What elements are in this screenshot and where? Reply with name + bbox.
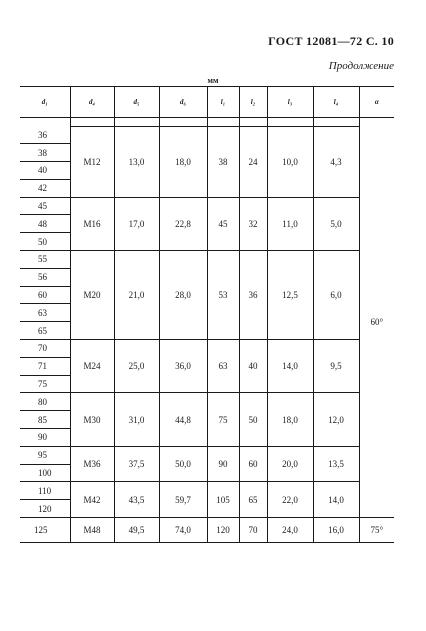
d6-cell: 74,0 — [159, 518, 207, 543]
d1-cell: 75 — [20, 375, 70, 393]
l4-cell: 6,0 — [313, 251, 359, 340]
l3-cell: 11,0 — [267, 197, 313, 250]
l3-cell: 24,0 — [267, 518, 313, 543]
d5-cell: 43,5 — [114, 482, 159, 518]
d5-cell: 31,0 — [114, 393, 159, 446]
spacer-cell — [313, 118, 359, 127]
d1-cell: 125 — [20, 518, 70, 543]
d1-cell: 65 — [20, 322, 70, 340]
l2-cell: 40 — [239, 340, 267, 393]
column-header-l4: l₄ — [313, 87, 359, 118]
d1-cell: 70 — [20, 340, 70, 358]
table-row — [20, 251, 394, 269]
l4-cell: 5,0 — [313, 197, 359, 250]
spacer-cell — [20, 118, 70, 127]
spacer-cell — [114, 118, 159, 127]
l1-cell: 90 — [207, 446, 239, 482]
d1-cell: 55 — [20, 251, 70, 269]
l1-cell: 38 — [207, 127, 239, 198]
l1-cell: 63 — [207, 340, 239, 393]
l4-cell: 12,0 — [313, 393, 359, 446]
document-title: ГОСТ 12081—72 С. 10 — [268, 34, 394, 48]
d1-cell: 60 — [20, 286, 70, 304]
table-row — [20, 482, 394, 500]
l4-cell: 4,3 — [313, 127, 359, 198]
l2-cell: 24 — [239, 127, 267, 198]
l1-cell: 53 — [207, 251, 239, 340]
l2-cell: 70 — [239, 518, 267, 543]
table-body — [20, 118, 394, 543]
spacer-cell — [70, 118, 114, 127]
spacer-cell — [159, 118, 207, 127]
d1-cell: 50 — [20, 233, 70, 251]
table-header — [20, 87, 394, 118]
column-header-l3: l₃ — [267, 87, 313, 118]
d1-cell: 80 — [20, 393, 70, 411]
dimensions-table — [20, 86, 394, 543]
d4-cell: M16 — [70, 197, 114, 250]
continuation-label: Продолжение — [328, 60, 394, 72]
l2-cell: 65 — [239, 482, 267, 518]
l4-cell: 16,0 — [313, 518, 359, 543]
d5-cell: 17,0 — [114, 197, 159, 250]
column-header-l2: l₂ — [239, 87, 267, 118]
d1-cell: 48 — [20, 215, 70, 233]
d1-cell: 36 — [38, 129, 47, 140]
spacer-cell — [239, 118, 267, 127]
l4-cell: 9,5 — [313, 340, 359, 393]
l2-cell: 60 — [239, 446, 267, 482]
l1-cell: 45 — [207, 197, 239, 250]
d1-cell: 56 — [20, 268, 70, 286]
l1-cell: 75 — [207, 393, 239, 446]
l2-cell: 32 — [239, 197, 267, 250]
d4-cell: M24 — [70, 340, 114, 393]
d1-cell: 100 — [20, 464, 70, 482]
d1-cell: 42 — [20, 179, 70, 197]
d4-cell: M20 — [70, 251, 114, 340]
d5-cell: 37,5 — [114, 446, 159, 482]
page-header — [0, 0, 426, 90]
d1-cell: 71 — [20, 357, 70, 375]
d1-cell: 120 — [20, 500, 70, 518]
column-header-d6: d₆ — [159, 87, 207, 118]
d1-cell: 63 — [20, 304, 70, 322]
d1-cell: 90 — [20, 429, 70, 447]
column-header-d4: d₄ — [70, 87, 114, 118]
column-header-alpha: α — [359, 87, 394, 118]
l4-cell: 13,5 — [313, 446, 359, 482]
l4-cell: 14,0 — [313, 482, 359, 518]
d1-cell: 95 — [20, 446, 70, 464]
d1-cell: 85 — [20, 411, 70, 429]
d5-cell: 13,0 — [114, 127, 159, 198]
d4-cell: M30 — [70, 393, 114, 446]
d6-cell: 18,0 — [159, 127, 207, 198]
d1-cell: 38 — [20, 144, 70, 162]
spacer-cell — [359, 118, 394, 127]
l1-cell: 120 — [207, 518, 239, 543]
d4-cell: M36 — [70, 446, 114, 482]
table-row-last — [20, 518, 394, 543]
d6-cell: 22,8 — [159, 197, 207, 250]
alpha-cell: 75° — [359, 518, 394, 543]
l3-cell: 20,0 — [267, 446, 313, 482]
table-row — [20, 197, 394, 215]
column-header-l1: l₁ — [207, 87, 239, 118]
d4-cell: M12 — [70, 127, 114, 198]
d5-cell: 49,5 — [114, 518, 159, 543]
d1-cell: 110 — [20, 482, 70, 500]
l2-cell: 36 — [239, 251, 267, 340]
l3-cell: 10,0 — [267, 127, 313, 198]
l1-cell: 105 — [207, 482, 239, 518]
spacer-cell — [207, 118, 239, 127]
d6-cell: 44,8 — [159, 393, 207, 446]
d6-cell: 36,0 — [159, 340, 207, 393]
column-header-d1: d₁ — [20, 87, 70, 118]
l3-cell: 14,0 — [267, 340, 313, 393]
table-row — [20, 393, 394, 411]
d1-cell: 45 — [20, 197, 70, 215]
d5-cell: 25,0 — [114, 340, 159, 393]
d6-cell: 50,0 — [159, 446, 207, 482]
column-header-d5: d₅ — [114, 87, 159, 118]
header-row — [20, 87, 394, 118]
table-row — [20, 446, 394, 464]
d1-cell: 40 — [20, 162, 70, 180]
table-row — [20, 127, 394, 144]
spacer-cell — [267, 118, 313, 127]
l3-cell: 12,5 — [267, 251, 313, 340]
l3-cell: 22,0 — [267, 482, 313, 518]
table-row — [20, 340, 394, 358]
d6-cell: 28,0 — [159, 251, 207, 340]
d5-cell: 21,0 — [114, 251, 159, 340]
d4-cell: M42 — [70, 482, 114, 518]
unit-label: мм — [207, 76, 219, 85]
d4-cell: M48 — [70, 518, 114, 543]
alpha-cell: 60° — [359, 127, 394, 518]
l2-cell: 50 — [239, 393, 267, 446]
l3-cell: 18,0 — [267, 393, 313, 446]
spacer-row — [20, 118, 394, 127]
d6-cell: 59,7 — [159, 482, 207, 518]
